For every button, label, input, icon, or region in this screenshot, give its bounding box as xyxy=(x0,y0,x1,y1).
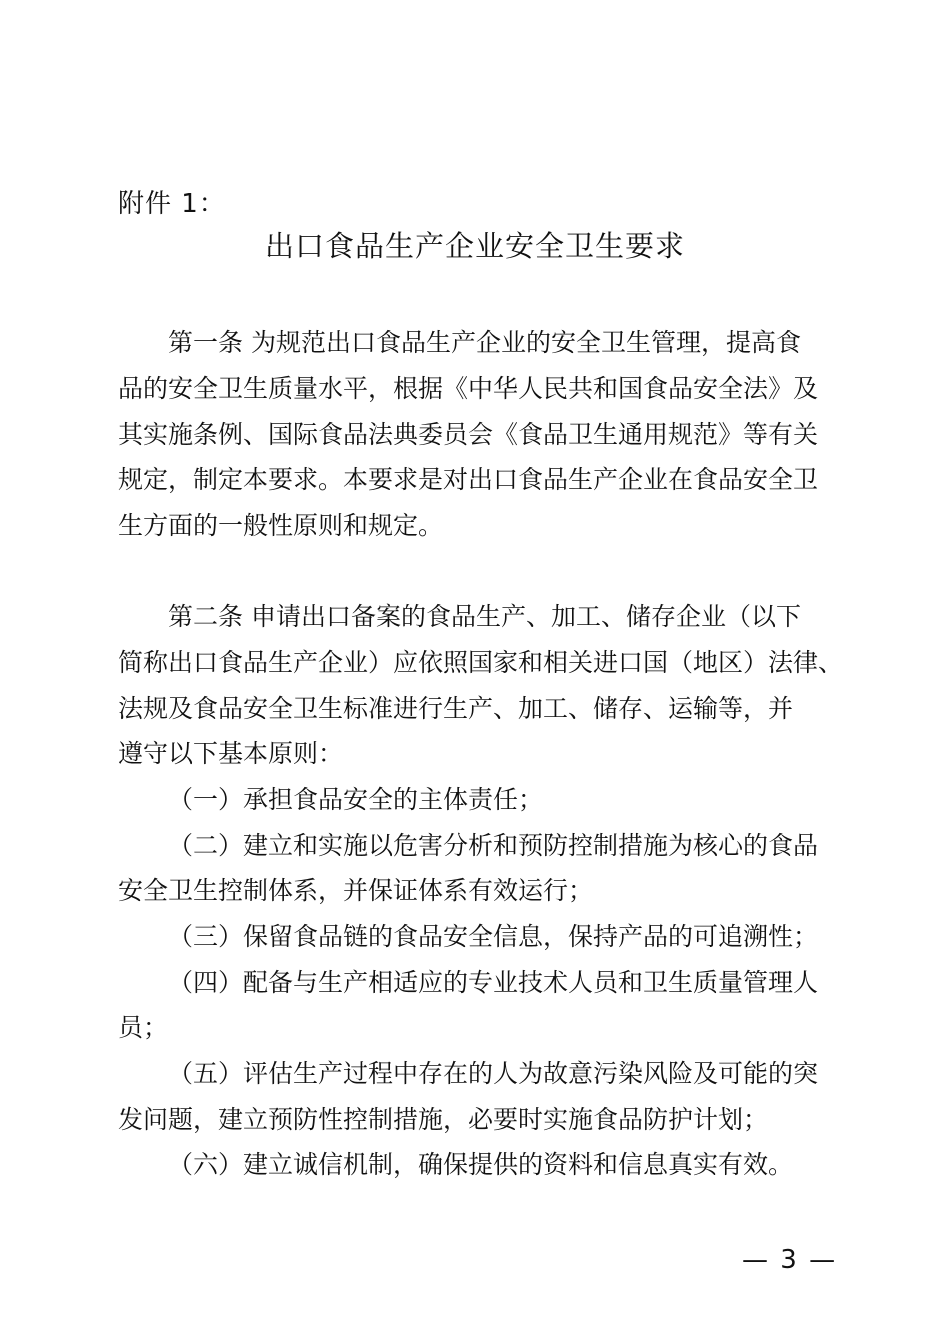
article1-line-3: 其实施条例、国际食品法典委员会《食品卫生通用规范》等有关 xyxy=(118,420,819,449)
principle-6: （六）建立诚信机制，确保提供的资料和信息真实有效。 xyxy=(168,1150,794,1179)
article2-line-3: 法规及食品安全卫生标准进行生产、加工、储存、运输等，并 xyxy=(118,694,794,723)
principle-5-line-2: 发问题，建立预防性控制措施，必要时实施食品防护计划； xyxy=(118,1105,769,1134)
article2-line-4: 遵守以下基本原则： xyxy=(118,739,344,768)
attachment-label: 附件 1： xyxy=(118,189,226,219)
page-number: — 3 — xyxy=(742,1245,838,1275)
principle-4-line-1: （四）配备与生产相适应的专业技术人员和卫生质量管理人 xyxy=(168,968,819,997)
principle-2-line-1: （二）建立和实施以危害分析和预防控制措施为核心的食品 xyxy=(168,831,819,860)
article2-line-2: 简称出口食品生产企业）应依照国家和相关进口国（地区）法律、 xyxy=(118,648,844,677)
principle-5-line-1: （五）评估生产过程中存在的人为故意污染风险及可能的突 xyxy=(168,1059,819,1088)
article1-line-1: 第一条 为规范出口食品生产企业的安全卫生管理，提高食 xyxy=(168,328,801,357)
article2-line-1: 第二条 申请出口备案的食品生产、加工、储存企业（以下 xyxy=(168,602,801,631)
article1-line-5: 生方面的一般性原则和规定。 xyxy=(118,511,444,540)
principle-4-line-2: 员； xyxy=(118,1013,169,1042)
article1-line-2: 品的安全卫生质量水平，根据《中华人民共和国食品安全法》及 xyxy=(118,374,819,403)
article1-line-4: 规定，制定本要求。本要求是对出口食品生产企业在食品安全卫 xyxy=(118,465,819,494)
principle-1: （一）承担食品安全的主体责任； xyxy=(168,785,544,814)
principle-3: （三）保留食品链的食品安全信息，保持产品的可追溯性； xyxy=(168,922,819,951)
document-title: 出口食品生产企业安全卫生要求 xyxy=(264,229,685,263)
principle-2-line-2: 安全卫生控制体系，并保证体系有效运行； xyxy=(118,876,594,905)
